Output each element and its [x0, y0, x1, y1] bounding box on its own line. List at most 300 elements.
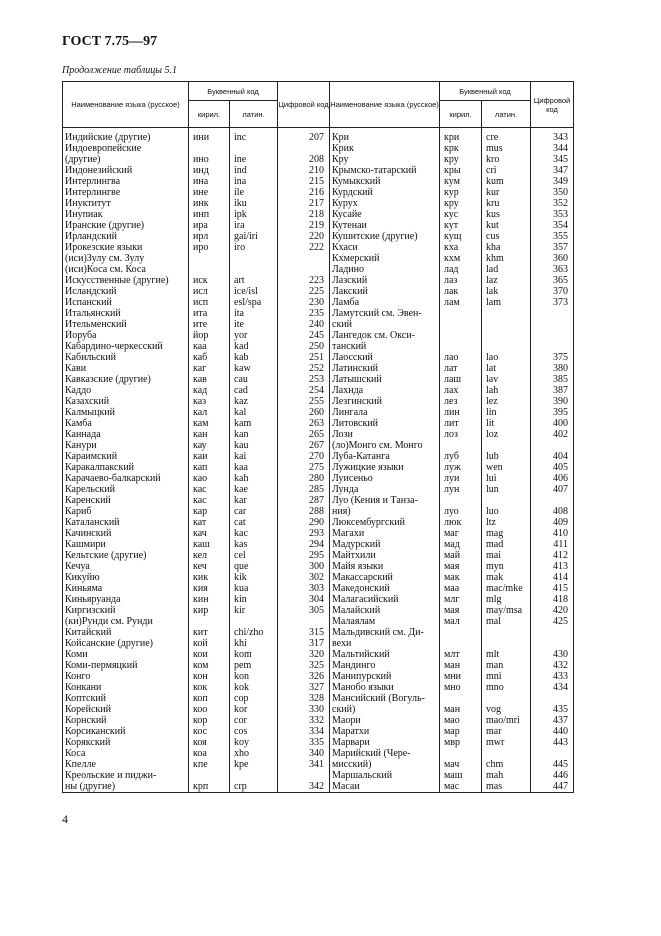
latin-code: chm — [482, 759, 531, 770]
digit-code: 254 — [278, 385, 330, 396]
language-name: Малагасийский — [330, 594, 440, 605]
latin-code: lak — [482, 286, 531, 297]
language-name: Киньяруанда — [63, 594, 189, 605]
digit-code: 218 — [278, 209, 330, 220]
table-row — [63, 242, 574, 253]
language-name: Ладино — [330, 264, 440, 275]
table-row — [63, 770, 574, 781]
latin-code — [482, 440, 531, 451]
latin-code: mad — [482, 539, 531, 550]
cyrillic-code: ман — [440, 704, 482, 715]
latin-code: ira — [230, 220, 278, 231]
latin-code: mlg — [482, 594, 531, 605]
digit-code: 326 — [278, 671, 330, 682]
cyrillic-code: ино — [189, 154, 230, 165]
language-name: Лангедок см. Окси- — [330, 330, 440, 341]
latin-code: kir — [230, 605, 278, 616]
digit-code: 414 — [531, 572, 574, 583]
language-name: ния) — [330, 506, 440, 517]
table-row — [63, 143, 574, 154]
latin-code: cop — [230, 693, 278, 704]
digit-code: 435 — [531, 704, 574, 715]
col-header-digit-code: Цифровой код — [278, 82, 330, 128]
latin-code: mah — [482, 770, 531, 781]
cyrillic-code: кас — [189, 484, 230, 495]
table-row — [63, 594, 574, 605]
latin-code: kut — [482, 220, 531, 231]
cyrillic-code: йор — [189, 330, 230, 341]
digit-code: 252 — [278, 363, 330, 374]
digit-code: 220 — [278, 231, 330, 242]
cyrillic-code: мая — [440, 605, 482, 616]
latin-code: car — [230, 506, 278, 517]
latin-code: kad — [230, 341, 278, 352]
digit-code: 235 — [278, 308, 330, 319]
digit-code: 405 — [531, 462, 574, 473]
col-header-letter-code: Буквенный код — [440, 82, 531, 101]
document-header: ГОСТ 7.75—97 — [62, 34, 158, 49]
col-header-name: Наименование языка (русское) — [63, 82, 189, 128]
language-name: Иранские (другие) — [63, 220, 189, 231]
language-name: Карельский — [63, 484, 189, 495]
digit-code: 350 — [531, 187, 574, 198]
language-name: Калмыцкий — [63, 407, 189, 418]
latin-code: kon — [230, 671, 278, 682]
cyrillic-code: кум — [440, 176, 482, 187]
table-row — [63, 638, 574, 649]
table-row — [63, 275, 574, 286]
cyrillic-code: кел — [189, 550, 230, 561]
col-header-digit-code: Цифровой код — [531, 82, 574, 128]
language-name: Каренский — [63, 495, 189, 506]
language-name: Интерлингва — [63, 176, 189, 187]
cyrillic-code: лун — [440, 484, 482, 495]
digit-code: 365 — [531, 275, 574, 286]
latin-code: kar — [230, 495, 278, 506]
table-row — [63, 231, 574, 242]
table-row — [63, 583, 574, 594]
table-row — [63, 605, 574, 616]
table-row — [63, 352, 574, 363]
digit-code: 207 — [278, 128, 330, 144]
cyrillic-code — [440, 330, 482, 341]
table-row — [63, 550, 574, 561]
language-name: Малаялам — [330, 616, 440, 627]
language-name: Маршальский — [330, 770, 440, 781]
cyrillic-code: кой — [189, 638, 230, 649]
digit-code: 216 — [278, 187, 330, 198]
table-row — [63, 264, 574, 275]
latin-code: ina — [230, 176, 278, 187]
table-row — [63, 693, 574, 704]
digit-code: 253 — [278, 374, 330, 385]
cyrillic-code: крк — [440, 143, 482, 154]
language-name: Кумыкский — [330, 176, 440, 187]
language-name: Караимский — [63, 451, 189, 462]
language-name: Кикуйю — [63, 572, 189, 583]
cyrillic-code: каз — [189, 396, 230, 407]
latin-code: vog — [482, 704, 531, 715]
table-row — [63, 308, 574, 319]
language-name: Майя языки — [330, 561, 440, 572]
cyrillic-code — [440, 319, 482, 330]
latin-code: kor — [230, 704, 278, 715]
table-row — [63, 407, 574, 418]
table-row — [63, 220, 574, 231]
language-name: Макассарский — [330, 572, 440, 583]
language-name: Конкани — [63, 682, 189, 693]
latin-code — [482, 638, 531, 649]
digit-code: 425 — [531, 616, 574, 627]
language-name: Каракалпакский — [63, 462, 189, 473]
language-name: Камба — [63, 418, 189, 429]
language-name: Майтхили — [330, 550, 440, 561]
cyrillic-code: млт — [440, 649, 482, 660]
latin-code: kai — [230, 451, 278, 462]
language-name: (ло)Монго см. Монго — [330, 440, 440, 451]
table-row — [63, 682, 574, 693]
latin-code: mak — [482, 572, 531, 583]
language-name: Каннада — [63, 429, 189, 440]
latin-code: lin — [482, 407, 531, 418]
latin-code: iro — [230, 242, 278, 253]
latin-code — [482, 330, 531, 341]
language-name: Ламутский см. Эвен- — [330, 308, 440, 319]
language-name: Кариб — [63, 506, 189, 517]
latin-code: kom — [230, 649, 278, 660]
language-name: Лози — [330, 429, 440, 440]
language-name: Кечуа — [63, 561, 189, 572]
cyrillic-code: кха — [440, 242, 482, 253]
table-row — [63, 198, 574, 209]
cyrillic-code: каб — [189, 352, 230, 363]
digit-code: 418 — [531, 594, 574, 605]
language-name: Лингала — [330, 407, 440, 418]
cyrillic-code — [440, 638, 482, 649]
digit-code: 353 — [531, 209, 574, 220]
digit-code: 380 — [531, 363, 574, 374]
language-name: Инуктитут — [63, 198, 189, 209]
cyrillic-code: кин — [189, 594, 230, 605]
digit-code: 385 — [531, 374, 574, 385]
digit-code: 275 — [278, 462, 330, 473]
col-header-cyrillic: кирил. — [440, 101, 482, 128]
latin-code: mlt — [482, 649, 531, 660]
table-row — [63, 165, 574, 176]
cyrillic-code: маш — [440, 770, 482, 781]
language-name: Казахский — [63, 396, 189, 407]
digit-code: 407 — [531, 484, 574, 495]
digit-code: 285 — [278, 484, 330, 495]
digit-code — [278, 770, 330, 781]
digit-code: 290 — [278, 517, 330, 528]
latin-code: cos — [230, 726, 278, 737]
language-name: Магахи — [330, 528, 440, 539]
cyrillic-code: кус — [440, 209, 482, 220]
cyrillic-code: лаз — [440, 275, 482, 286]
latin-code: mag — [482, 528, 531, 539]
latin-code — [230, 264, 278, 275]
cyrillic-code — [189, 616, 230, 627]
language-name: Искусственные (другие) — [63, 275, 189, 286]
table-row — [63, 341, 574, 352]
table-row — [63, 528, 574, 539]
cyrillic-code: мак — [440, 572, 482, 583]
digit-code — [531, 495, 574, 506]
table-row — [63, 781, 574, 793]
language-name: Корейский — [63, 704, 189, 715]
digit-code — [531, 638, 574, 649]
latin-code: cad — [230, 385, 278, 396]
digit-code — [531, 440, 574, 451]
digit-code: 215 — [278, 176, 330, 187]
table-row — [63, 418, 574, 429]
digit-code: 325 — [278, 660, 330, 671]
language-name: Инупиак — [63, 209, 189, 220]
cyrillic-code — [440, 440, 482, 451]
latin-code: mus — [482, 143, 531, 154]
digit-code: 260 — [278, 407, 330, 418]
cyrillic-code: каг — [189, 363, 230, 374]
language-name: Мальдивский см. Ди- — [330, 627, 440, 638]
digit-code: 406 — [531, 473, 574, 484]
cyrillic-code: кок — [189, 682, 230, 693]
language-name: Латинский — [330, 363, 440, 374]
language-name: Коми — [63, 649, 189, 660]
digit-code: 265 — [278, 429, 330, 440]
latin-code: lat — [482, 363, 531, 374]
language-name: Кутенаи — [330, 220, 440, 231]
language-name: Люксембургский — [330, 517, 440, 528]
language-name: мисский) — [330, 759, 440, 770]
language-name: Креольские и пиджи- — [63, 770, 189, 781]
latin-code: ltz — [482, 517, 531, 528]
language-name: Маратхи — [330, 726, 440, 737]
cyrillic-code: ине — [189, 187, 230, 198]
digit-code: 360 — [531, 253, 574, 264]
digit-code: 354 — [531, 220, 574, 231]
language-name: Мандинго — [330, 660, 440, 671]
latin-code: kal — [230, 407, 278, 418]
language-name: Македонский — [330, 583, 440, 594]
table-row — [63, 330, 574, 341]
language-name: Кхмерский — [330, 253, 440, 264]
table-row — [63, 385, 574, 396]
digit-code: 373 — [531, 297, 574, 308]
latin-code: kua — [230, 583, 278, 594]
language-name: Лакский — [330, 286, 440, 297]
latin-code: crі — [482, 165, 531, 176]
table-row — [63, 506, 574, 517]
digit-code: 287 — [278, 495, 330, 506]
language-name: танский — [330, 341, 440, 352]
latin-code: kum — [482, 176, 531, 187]
latin-code: kus — [482, 209, 531, 220]
cyrillic-code — [440, 341, 482, 352]
language-name: Индонезийский — [63, 165, 189, 176]
cyrillic-code: кур — [440, 187, 482, 198]
latin-code: que — [230, 561, 278, 572]
cyrillic-code: кос — [189, 726, 230, 737]
cyrillic-code: маг — [440, 528, 482, 539]
col-header-name: Наименование языка (русское) — [330, 82, 440, 128]
digit-code: 317 — [278, 638, 330, 649]
digit-code: 230 — [278, 297, 330, 308]
digit-code: 315 — [278, 627, 330, 638]
language-name: Кусайе — [330, 209, 440, 220]
latin-code — [482, 495, 531, 506]
digit-code — [531, 627, 574, 638]
language-name: Кави — [63, 363, 189, 374]
latin-code: esl/spa — [230, 297, 278, 308]
latin-code: mwr — [482, 737, 531, 748]
latin-code: ine — [230, 154, 278, 165]
page-number: 4 — [62, 812, 68, 826]
digit-code — [531, 308, 574, 319]
cyrillic-code: кач — [189, 528, 230, 539]
latin-code: lez — [482, 396, 531, 407]
digit-code: 408 — [531, 506, 574, 517]
cyrillic-code: кад — [189, 385, 230, 396]
language-name: Койсанские (другие) — [63, 638, 189, 649]
col-header-letter-code: Буквенный код — [189, 82, 278, 101]
digit-code — [278, 264, 330, 275]
cyrillic-code: кут — [440, 220, 482, 231]
latin-code: cre — [482, 128, 531, 144]
latin-code: lam — [482, 297, 531, 308]
cyrillic-code: лез — [440, 396, 482, 407]
latin-code: kab — [230, 352, 278, 363]
digit-code: 217 — [278, 198, 330, 209]
table-row — [63, 649, 574, 660]
latin-code: mai — [482, 550, 531, 561]
latin-code: kae — [230, 484, 278, 495]
latin-code: kan — [230, 429, 278, 440]
language-name: Марвари — [330, 737, 440, 748]
latin-code: kaa — [230, 462, 278, 473]
language-name: Лахнда — [330, 385, 440, 396]
digit-code: 341 — [278, 759, 330, 770]
digit-code: 434 — [531, 682, 574, 693]
latin-code: myn — [482, 561, 531, 572]
cyrillic-code — [440, 308, 482, 319]
digit-code: 320 — [278, 649, 330, 660]
language-name: Коса — [63, 748, 189, 759]
cyrillic-code: май — [440, 550, 482, 561]
cyrillic-code — [440, 495, 482, 506]
digit-code: 302 — [278, 572, 330, 583]
digit-code: 250 — [278, 341, 330, 352]
cyrillic-code: иск — [189, 275, 230, 286]
language-name: ский — [330, 319, 440, 330]
cyrillic-code — [189, 253, 230, 264]
digit-code: 395 — [531, 407, 574, 418]
language-name: Крымско-татарский — [330, 165, 440, 176]
digit-code: 288 — [278, 506, 330, 517]
language-name: Ламба — [330, 297, 440, 308]
latin-code: inc — [230, 128, 278, 144]
digit-code: 402 — [531, 429, 574, 440]
language-name: Масаи — [330, 781, 440, 793]
cyrillic-code: лао — [440, 352, 482, 363]
digit-code: 363 — [531, 264, 574, 275]
latin-code: chi/zho — [230, 627, 278, 638]
latin-code: wen — [482, 462, 531, 473]
cyrillic-code: кан — [189, 429, 230, 440]
cyrillic-code: кал — [189, 407, 230, 418]
table-row — [63, 616, 574, 627]
digit-code — [278, 143, 330, 154]
language-name: Индийские (другие) — [63, 128, 189, 144]
latin-code — [482, 319, 531, 330]
latin-code: mal — [482, 616, 531, 627]
cyrillic-code: исп — [189, 297, 230, 308]
digit-code: 370 — [531, 286, 574, 297]
latin-code — [482, 627, 531, 638]
cyrillic-code: ман — [440, 660, 482, 671]
latin-code: mac/mke — [482, 583, 531, 594]
cyrillic-code: люк — [440, 517, 482, 528]
digit-code: 443 — [531, 737, 574, 748]
latin-code: pem — [230, 660, 278, 671]
language-name: вехи — [330, 638, 440, 649]
digit-code: 375 — [531, 352, 574, 363]
table-row — [63, 429, 574, 440]
language-name: (другие) — [63, 154, 189, 165]
digit-code: 357 — [531, 242, 574, 253]
latin-code: kro — [482, 154, 531, 165]
table-row — [63, 484, 574, 495]
latin-code: mno — [482, 682, 531, 693]
latin-code: xho — [230, 748, 278, 759]
latin-code: lun — [482, 484, 531, 495]
digit-code: 440 — [531, 726, 574, 737]
language-name: Луо (Кения и Танза- — [330, 495, 440, 506]
latin-code — [482, 308, 531, 319]
cyrillic-code: лат — [440, 363, 482, 374]
cyrillic-code: ира — [189, 220, 230, 231]
latin-code: lad — [482, 264, 531, 275]
language-name: Испанский — [63, 297, 189, 308]
language-name: Курдский — [330, 187, 440, 198]
table-row — [63, 671, 574, 682]
latin-code: kau — [230, 440, 278, 451]
digit-code: 295 — [278, 550, 330, 561]
cyrillic-code: коп — [189, 693, 230, 704]
digit-code: 263 — [278, 418, 330, 429]
table-row — [63, 128, 574, 144]
digit-code — [531, 748, 574, 759]
latin-code: may/msa — [482, 605, 531, 616]
language-name: Корсиканский — [63, 726, 189, 737]
cyrillic-code: кик — [189, 572, 230, 583]
digit-code: 210 — [278, 165, 330, 176]
language-name: Кашмири — [63, 539, 189, 550]
digit-code: 415 — [531, 583, 574, 594]
digit-code: 342 — [278, 781, 330, 793]
language-name: Лужицкие языки — [330, 462, 440, 473]
language-name: Корнский — [63, 715, 189, 726]
col-header-latin: латин. — [230, 101, 278, 128]
digit-code: 387 — [531, 385, 574, 396]
cyrillic-code: ита — [189, 308, 230, 319]
cyrillic-code: мно — [440, 682, 482, 693]
table-row — [63, 297, 574, 308]
cyrillic-code: луб — [440, 451, 482, 462]
cyrillic-code: кас — [189, 495, 230, 506]
digit-code: 404 — [531, 451, 574, 462]
digit-code: 334 — [278, 726, 330, 737]
